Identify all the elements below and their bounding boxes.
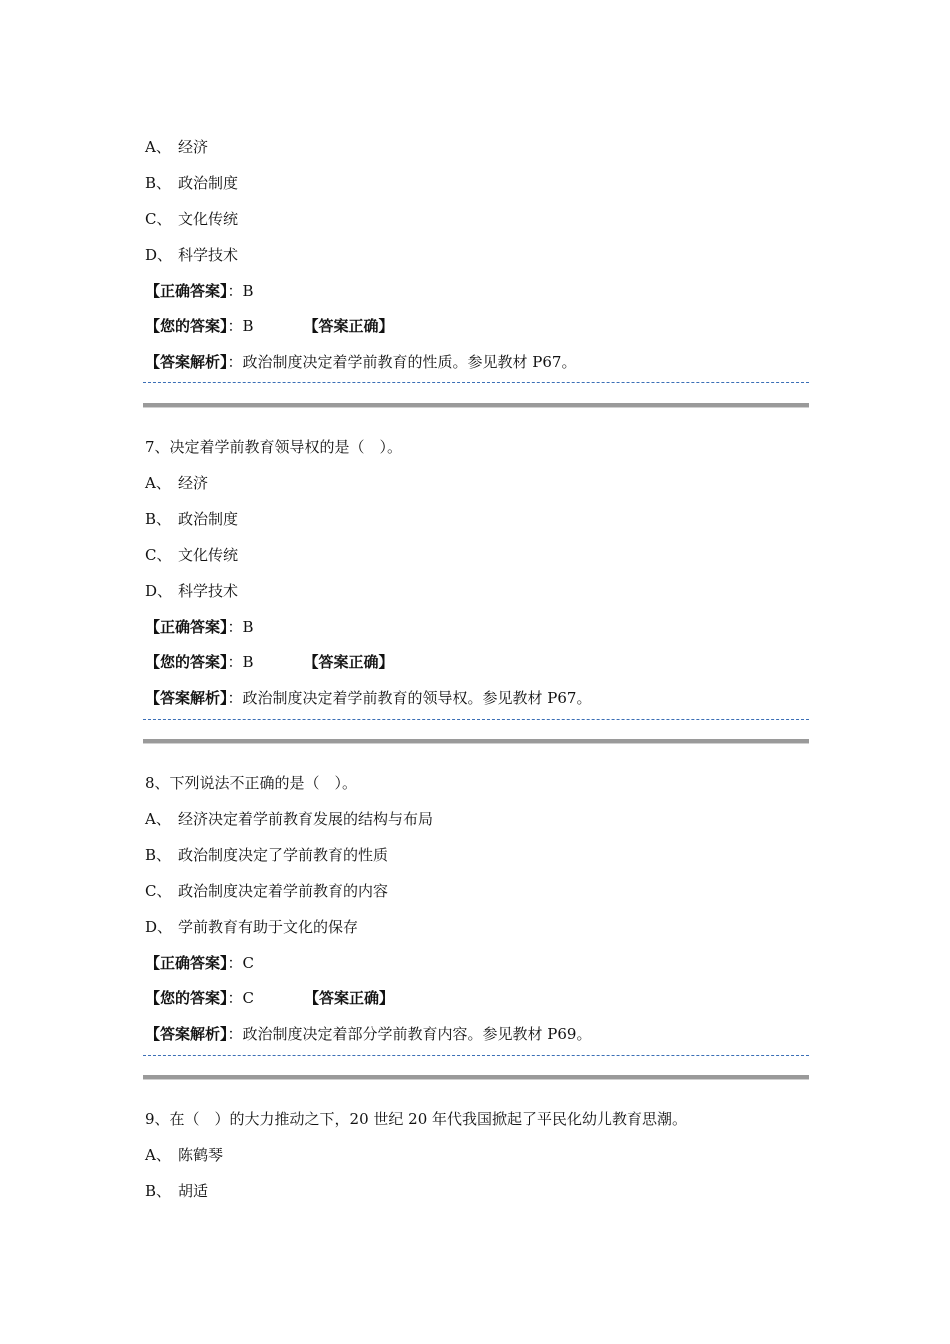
- option-text: 经济: [178, 474, 209, 492]
- option-text: 政治制度决定了学前教育的性质: [178, 846, 389, 864]
- option-b: [145, 172, 238, 194]
- analysis-text: ：政治制度决定着学前教育的领导权。参见教材 P67。: [227, 689, 592, 707]
- option-letter: A、: [145, 138, 171, 156]
- option-letter: C、: [145, 546, 172, 564]
- correct-answer-label: 【正确答案】: [145, 954, 228, 972]
- option-b: [145, 844, 388, 866]
- option-text: 科学技术: [178, 246, 239, 264]
- option-d: [145, 580, 238, 602]
- correct-answer: [145, 616, 254, 638]
- option-text: 陈鹤琴: [178, 1146, 224, 1164]
- option-d: [145, 244, 238, 266]
- option-letter: A、: [145, 810, 171, 828]
- correct-answer-label: 【正确答案】: [145, 618, 228, 636]
- your-answer: [145, 987, 394, 1009]
- option-d: [145, 916, 358, 938]
- option-a: [145, 1144, 223, 1166]
- question-divider: [143, 403, 809, 408]
- option-letter: B、: [145, 1182, 172, 1200]
- correct-answer-value: ：C: [227, 954, 254, 972]
- your-answer: [145, 315, 394, 337]
- your-answer-label: 【您的答案】: [145, 317, 228, 335]
- option-c: [145, 208, 238, 230]
- dashed-divider: [143, 382, 809, 383]
- correct-answer-label: 【正确答案】: [145, 282, 228, 300]
- option-a: [145, 472, 208, 494]
- your-answer: [145, 651, 394, 673]
- analysis-label: 【答案解析】: [145, 1025, 228, 1043]
- question-text: 9、在（ ）的大力推动之下，20 世纪 20 年代我国掀起了平民化幼儿教育思潮。: [145, 1110, 688, 1128]
- option-b: [145, 508, 238, 530]
- option-text: 科学技术: [178, 582, 239, 600]
- analysis-text: ：政治制度决定着部分学前教育内容。参见教材 P69。: [227, 1025, 592, 1043]
- answer-analysis: [145, 351, 576, 373]
- analysis-label: 【答案解析】: [145, 689, 228, 707]
- option-letter: B、: [145, 174, 172, 192]
- your-answer-label: 【您的答案】: [145, 653, 228, 671]
- option-text: 文化传统: [178, 546, 239, 564]
- option-text: 政治制度决定着学前教育的内容: [178, 882, 389, 900]
- your-answer-value: ：C: [227, 989, 254, 1007]
- correct-answer: [145, 952, 254, 974]
- option-c: [145, 880, 388, 902]
- option-b: [145, 1180, 208, 1202]
- analysis-label: 【答案解析】: [145, 353, 228, 371]
- option-text: 经济决定着学前教育发展的结构与布局: [178, 810, 434, 828]
- option-text: 文化传统: [178, 210, 239, 228]
- question-divider: [143, 739, 809, 744]
- analysis-text: ：政治制度决定着学前教育的性质。参见教材 P67。: [227, 353, 577, 371]
- correct-answer-value: ：B: [227, 282, 254, 300]
- option-letter: A、: [145, 1146, 171, 1164]
- option-c: [145, 544, 238, 566]
- option-a: [145, 808, 433, 830]
- your-answer-label: 【您的答案】: [145, 989, 228, 1007]
- answer-result: 【答案正确】: [304, 989, 395, 1007]
- correct-answer: [145, 280, 254, 302]
- answer-analysis: [145, 687, 591, 709]
- your-answer-value: ：B: [227, 653, 254, 671]
- answer-analysis: [145, 1023, 591, 1045]
- option-text: 学前教育有助于文化的保存: [178, 918, 359, 936]
- option-letter: A、: [145, 474, 171, 492]
- option-letter: C、: [145, 882, 172, 900]
- option-text: 胡适: [178, 1182, 209, 1200]
- option-text: 经济: [178, 138, 209, 156]
- question-divider: [143, 1075, 809, 1080]
- answer-result: 【答案正确】: [303, 653, 394, 671]
- option-a: [145, 136, 208, 158]
- option-letter: D、: [145, 918, 173, 936]
- answer-result: 【答案正确】: [303, 317, 394, 335]
- question-text: 8、下列说法不正确的是（ ）。: [145, 774, 358, 792]
- correct-answer-value: ：B: [227, 618, 254, 636]
- option-text: 政治制度: [178, 510, 239, 528]
- option-text: 政治制度: [178, 174, 239, 192]
- option-letter: B、: [145, 846, 172, 864]
- option-letter: C、: [145, 210, 172, 228]
- dashed-divider: [143, 1055, 809, 1056]
- dashed-divider: [143, 719, 809, 720]
- option-letter: D、: [145, 246, 173, 264]
- question-text: 7、决定着学前教育领导权的是（ ）。: [145, 438, 403, 456]
- your-answer-value: ：B: [227, 317, 254, 335]
- option-letter: B、: [145, 510, 172, 528]
- option-letter: D、: [145, 582, 173, 600]
